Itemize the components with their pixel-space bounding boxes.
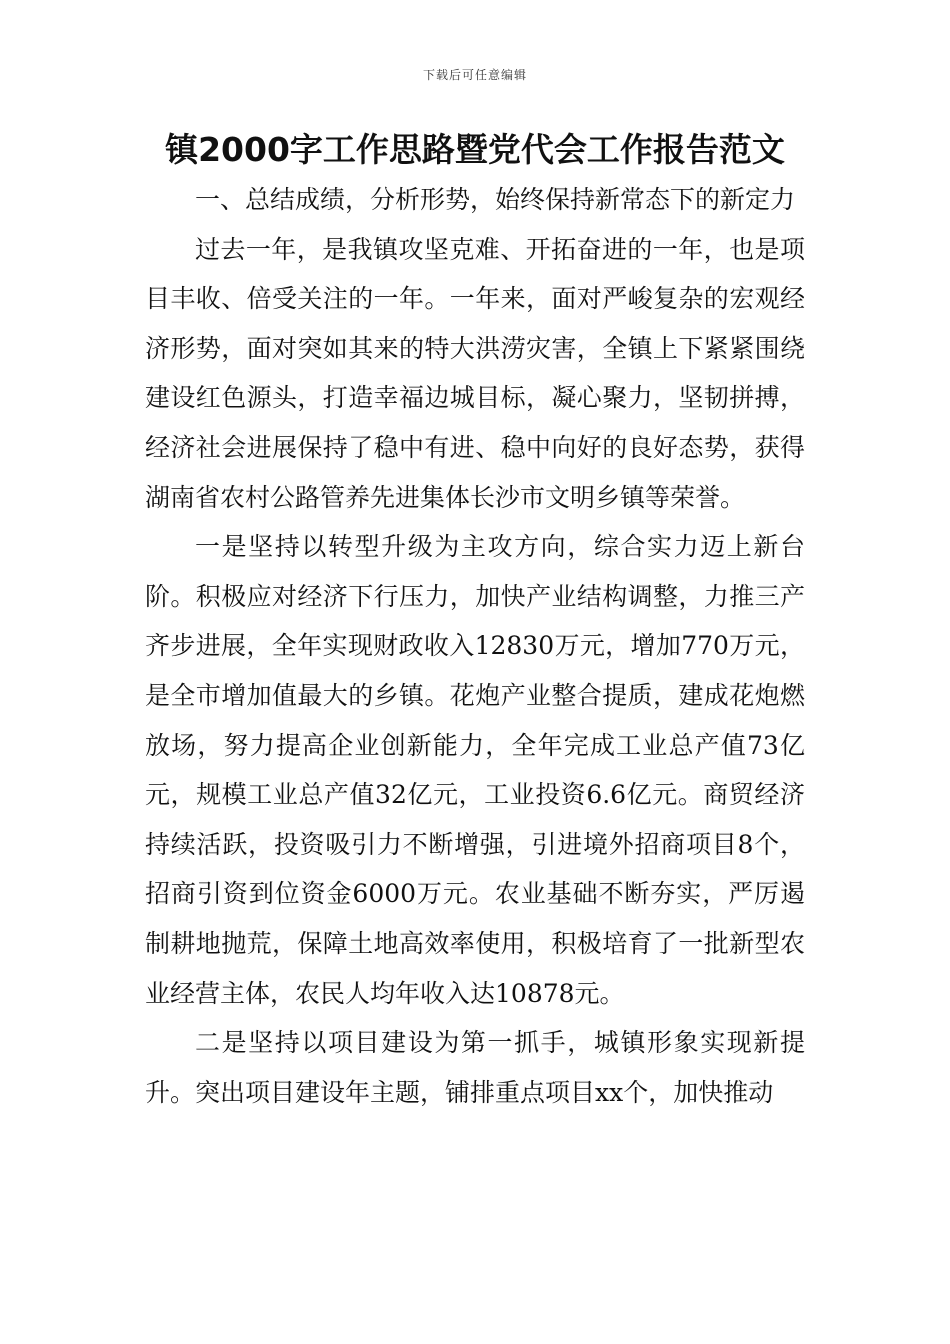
header-note: 下载后可任意编辑 (422, 68, 527, 82)
paragraph-1: 过去一年，是我镇攻坚克难、开拓奋进的一年，也是项目丰收、倍受关注的一年。一年来，面对严峻复杂的宏观经济形势，面对突如其来的特大洪涝灾害，全镇上下紧紧围绕建设红色源头，打造幸福边城目标，凝心聚力，坚韧拼搏，经济社会进展保持了稳中有进、稳中向好的良好态势，获得湖南省农村公路管养先进集体长沙市文明乡镇等荣誉。 (145, 234, 805, 512)
document-title: 镇2000字工作思路暨党代会工作报告范文 (165, 130, 785, 169)
section-heading: 一、总结成绩，分析形势，始终保持新常态下的新定力 (195, 185, 796, 214)
document-body (145, 175, 805, 1117)
paragraph-2: 一是坚持以转型升级为主攻方向，综合实力迈上新台阶。积极应对经济下行压力，加快产业结构调整，力推三产齐步进展，全年实现财政收入12830万元，增加770万元，是全市增加值最大的乡镇。花炮产业整合提质，建成花炮燃放场，努力提高企业创新能力，全年完成工业总产值73亿元，规模工业总产值32亿元，工业投资6.6亿元。商贸经济持续活跃，投资吸引力不断增强，引进境外招商项目8个，招商引资到位资金6000万元。农业基础不断夯实，严厉遏制耕地抛荒，保障土地高效率使用，积极培育了一批新型农业经营主体，农民人均年收入达10878元。 (145, 532, 805, 1008)
paragraph-3: 二是坚持以项目建设为第一抓手，城镇形象实现新提升。突出项目建设年主题，铺排重点项目xx个，加快推动 (145, 1028, 805, 1107)
